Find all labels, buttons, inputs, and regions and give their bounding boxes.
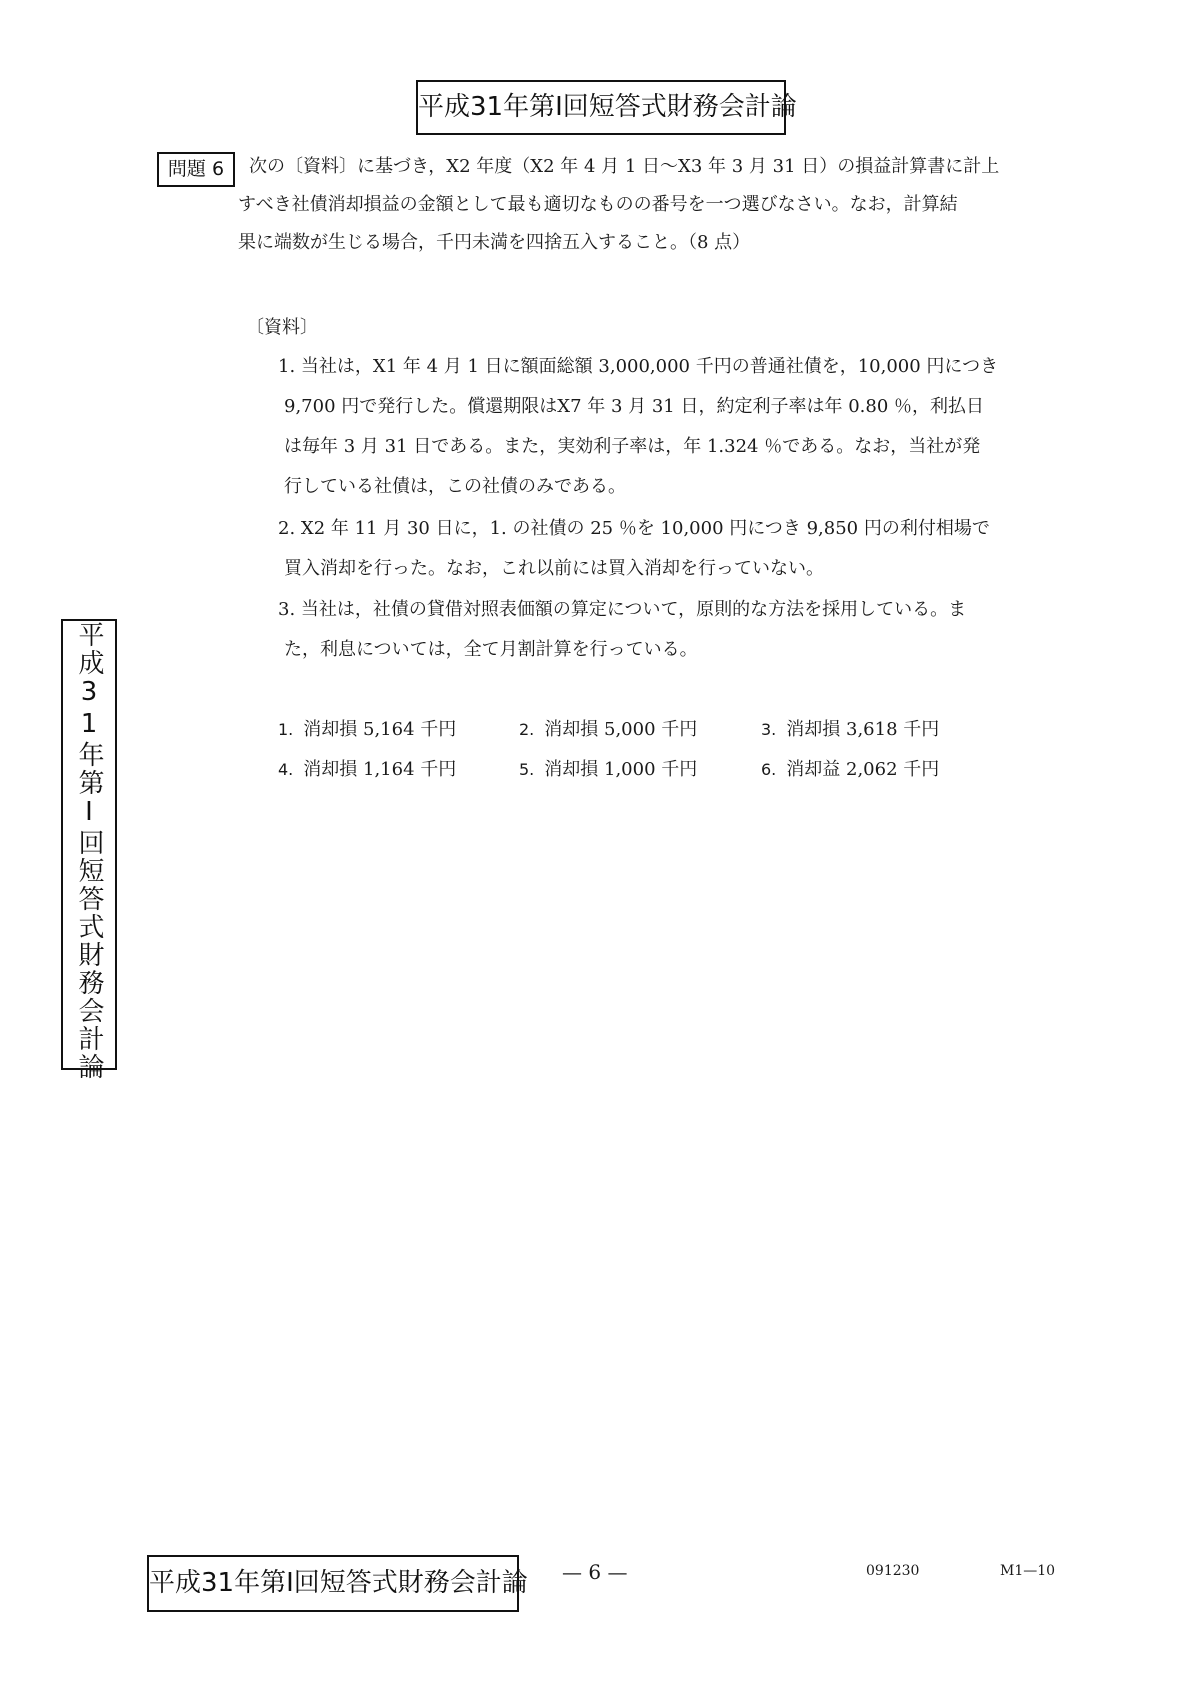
exam-title-side: 平成31年第Ⅰ回短答式財務会計論 [61,619,117,1070]
answer-choice-number: 5. [519,760,535,779]
material-item-1-line-4: 行している社債は，この社債のみである。 [284,476,626,497]
answer-choice-3[interactable] [761,715,939,741]
question-number-label: 問題 6 [157,152,235,187]
material-item-2 [278,509,990,589]
answer-choice-text: 消却損 1,000 千円 [544,759,698,780]
answer-choice-text: 消却益 2,062 千円 [786,759,940,780]
answer-choice-text: 消却損 1,164 千円 [303,759,457,780]
answer-choice-number: 1. [278,720,294,739]
material-item-2-line-2: 買入消却を行った。なお，これ以前には買入消却を行っていない。 [284,558,824,579]
sheet-code: M1—10 [1000,1563,1056,1579]
answer-choice-2[interactable] [519,715,697,741]
material-item-1-line-1: 1. 当社は，X1 年 4 月 1 日に額面総額 3,000,000 千円の普通社債を，10,000 円につき [278,356,999,377]
answer-choice-4[interactable] [278,755,456,781]
material-item-1-line-3: は毎年 3 月 31 日である。また，実効利子率は，年 1.324 ％である。なお，当社が発 [284,436,981,457]
material-item-1-line-2: 9,700 円で発行した。償還期限はX7 年 3 月 31 日，約定利子率は年 0.80 ％，利払日 [284,396,985,417]
answer-choice-1[interactable] [278,715,456,741]
exam-code: 091230 [866,1563,920,1579]
exam-title-footer: 平成31年第Ⅰ回短答式財務会計論 [147,1555,519,1612]
answer-choice-text: 消却損 5,164 千円 [303,719,457,740]
material-item-1 [278,347,998,507]
question-line-1: 次の〔資料〕に基づき，X2 年度（X2 年 4 月 1 日〜X3 年 3 月 31 日）の損益計算書に計上 [249,156,1000,177]
answer-choice-number: 2. [519,720,535,739]
question-line-3: 果に端数が生じる場合，千円未満を四捨五入すること。（8 点） [238,232,751,253]
page-number: — 6 — [562,1560,628,1584]
question-line-2: すべき社債消却損益の金額として最も適切なものの番号を一つ選びなさい。なお，計算結 [238,194,958,215]
material-item-2-line-1: 2. X2 年 11 月 30 日に，1. の社債の 25 ％を 10,000 円につき 9,850 円の利付相場で [278,518,990,539]
material-item-3-line-2: た，利息については，全て月割計算を行っている。 [284,639,698,660]
answer-choice-5[interactable] [519,755,697,781]
material-item-3-line-1: 3. 当社は，社債の貸借対照表価額の算定について，原則的な方法を採用している。ま [278,599,967,620]
materials-heading: 〔資料〕 [246,317,318,338]
answer-choice-text: 消却損 3,618 千円 [786,719,940,740]
exam-title-header: 平成31年第Ⅰ回短答式財務会計論 [416,80,786,135]
answer-choice-6[interactable] [761,755,939,781]
material-item-3 [278,590,966,670]
answer-choice-number: 4. [278,760,294,779]
answer-choice-number: 3. [761,720,777,739]
answer-choice-text: 消却損 5,000 千円 [544,719,698,740]
answer-choice-number: 6. [761,760,777,779]
